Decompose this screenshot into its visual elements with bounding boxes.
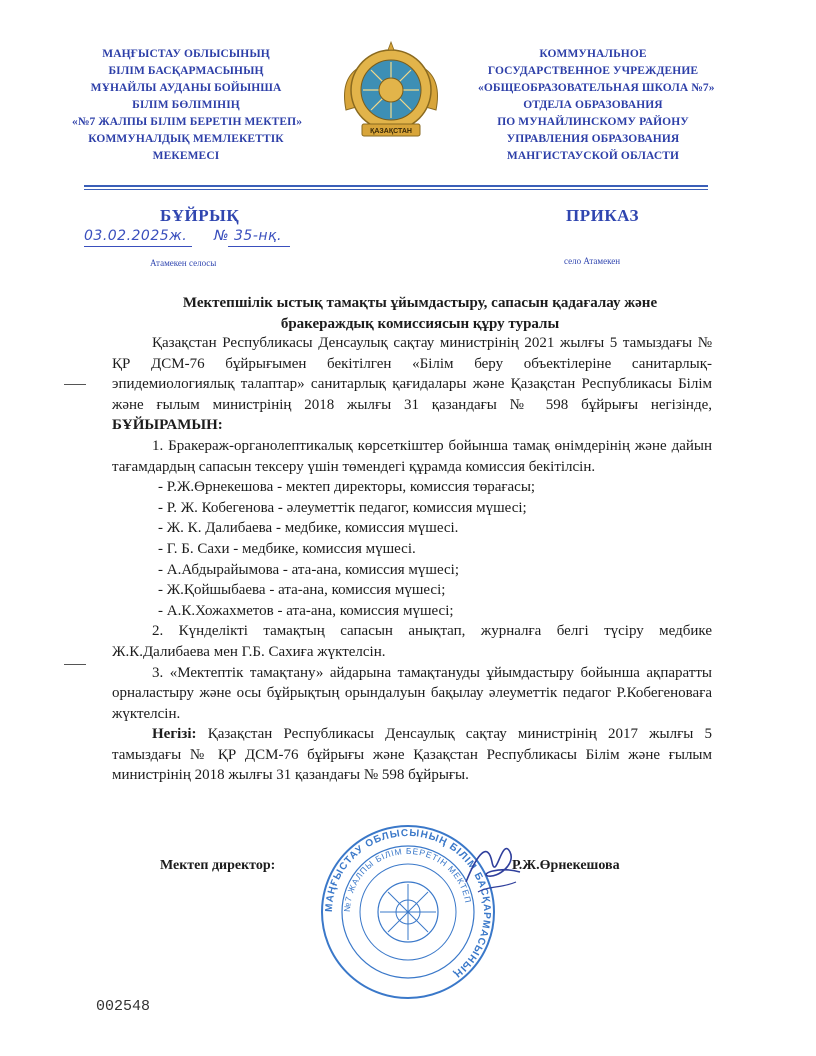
margin-mark — [64, 664, 86, 665]
intro-paragraph — [112, 333, 712, 436]
member-item: - Р. Ж. Кобегенова - әлеуметтік педагог, комиссия мүшесі; — [158, 499, 527, 516]
header-left-line: МҰНАЙЛЫ АУДАНЫ БОЙЫНША — [90, 82, 282, 94]
header-right-line: КОММУНАЛЬНОЕ — [539, 48, 647, 60]
document-title-line1: Мектепшілік ыстық тамақты ұйымдастыру, сапасын қадағалау және — [182, 295, 658, 311]
header-left-line: БІЛІМ БАСҚАРМАСЫНЫҢ — [108, 65, 264, 77]
order-title-kz: БҰЙРЫҚ — [160, 206, 240, 225]
member-item: - Ж.Қойшыбаева - ата-ана, комиссия мүшесі; — [158, 582, 446, 599]
header-left-line: МАҢҒЫСТАУ ОБЛЫСЫНЫҢ — [102, 48, 270, 60]
intro-text: Қазақстан Республикасы Денсаулық сақтау министрінің 2021 жылғы 5 тамыздағы № ҚР ДСМ-76 бұйрығымен бекітілген «Білім беру объектілеріне санитарлық-эпидемиологиялық талаптар» санитарлық қағидалары және Қазақстан Республикасы Білім және ғылым министрінің 2018 жылғы 31 қазандағы № 598 бұйрығы негізінде, — [112, 335, 712, 413]
header-left-line: «№7 ЖАЛПЫ БІЛІМ БЕРЕТІН МЕКТЕП» — [72, 116, 303, 128]
header-left-line: КОММУНАЛДЫҚ МЕМЛЕКЕТТІК — [88, 133, 284, 145]
header-rule-bottom — [84, 189, 708, 190]
order-title-ru: ПРИКАЗ — [566, 206, 639, 225]
item-3: 3. «Мектептік тамақтану» айдарына тамақтануды ұйымдастыру бойынша ақпаратты орналастыру және осы бұйрықтың орындалуын бақылау әлеуметтік педагог Р.Кобегеноваға жүктелсін. — [112, 664, 712, 722]
document-body — [112, 333, 712, 786]
basis-label: Негізі: — [152, 726, 197, 743]
stamp-inner-text: №7 ЖАЛПЫ БІЛІМ БЕРЕТІН МЕКТЕП — [341, 845, 474, 913]
basis-paragraph — [112, 724, 712, 786]
document-title — [130, 293, 710, 335]
header-left-line: БІЛІМ БӨЛІМІНІҢ — [132, 99, 240, 111]
member-item: - Г. Б. Сахи - медбике, комиссия мүшесі. — [158, 540, 416, 557]
header-right-line: МАНГИСТАУСКОЙ ОБЛАСТИ — [506, 150, 680, 162]
member-item: - А.К.Хожахметов - ата-ана, комиссия мүшесі; — [158, 602, 454, 619]
header-right-line: ГОСУДАРСТВЕННОЕ УЧРЕЖДЕНИЕ — [487, 65, 699, 77]
header-right-block — [478, 46, 715, 165]
item-1: 1. Бракераж-органолептикалық көрсеткіштер бойынша тамақ өнімдерінің және дайын тағамдардың сапасын тексеру үшін төмендегі құрамда комиссия бекітілсін. — [112, 437, 712, 475]
order-word: БҰЙЫРАМЫН: — [112, 417, 223, 434]
emblem-icon — [336, 40, 446, 144]
signature-name: Р.Ж.Өрнекешова — [512, 858, 620, 873]
emblem-ribbon-text: ҚАЗАҚСТАН — [370, 128, 412, 135]
basis-text: Қазақстан Республикасы Денсаулық сақтау министрінің 2017 жылғы 5 тамыздағы № ҚР ДСМ-76 бұйрығы және Қазақстан Республикасы Білім және ғылым министрінің 2018 жылғы 31 қазандағы № 598 бұйрығы. — [112, 726, 712, 784]
header-right-line: ПО МУНАЙЛИНСКОМУ РАЙОНУ — [497, 116, 689, 128]
date-underline — [84, 246, 192, 247]
place-ru: село Атамекен — [564, 256, 621, 266]
header-right-line: «ОБЩЕОБРАЗОВАТЕЛЬНАЯ ШКОЛА №7» — [478, 82, 715, 94]
document-title-line2: бракераждық комиссиясын құру туралы — [280, 316, 560, 332]
state-emblem — [336, 40, 446, 144]
margin-mark — [64, 384, 86, 385]
member-item: - Р.Ж.Өрнекешова - мектеп директоры, комиссия төрағасы; — [158, 479, 536, 496]
header-right-line: УПРАВЛЕНИЯ ОБРАЗОВАНИЯ — [506, 133, 680, 145]
place-kz: Атамекен селосы — [150, 258, 217, 268]
order-date: 03.02.2025ж. — [84, 228, 188, 244]
stamp-outer-text: МАҢҒЫСТАУ ОБЛЫСЫНЫҢ БІЛІМ БАСҚАРМАСЫНЫҢ — [323, 827, 493, 980]
item-2: 2. Күнделікті тамақтың сапасын анықтап, журналға белгі түсіру медбике Ж.К.Далибаева мен Г.Б. Сахиға жүктелсін. — [112, 623, 712, 660]
header-right-line: ОТДЕЛА ОБРАЗОВАНИЯ — [523, 99, 663, 111]
document-serial-number: 002548 — [96, 998, 151, 1015]
header-left-line: МЕКЕМЕСІ — [152, 150, 220, 162]
header-rule-top — [84, 185, 708, 187]
number-underline — [228, 246, 290, 247]
header-left-block — [72, 46, 303, 165]
order-number: № 35-нқ. — [214, 228, 282, 244]
signature-label: Мектеп директор: — [160, 858, 276, 873]
member-item: - Ж. К. Далибаева - медбике, комиссия мүшесі. — [158, 520, 459, 537]
member-item: - А.Абдырайымова - ата-ана, комиссия мүшесі; — [158, 561, 459, 578]
